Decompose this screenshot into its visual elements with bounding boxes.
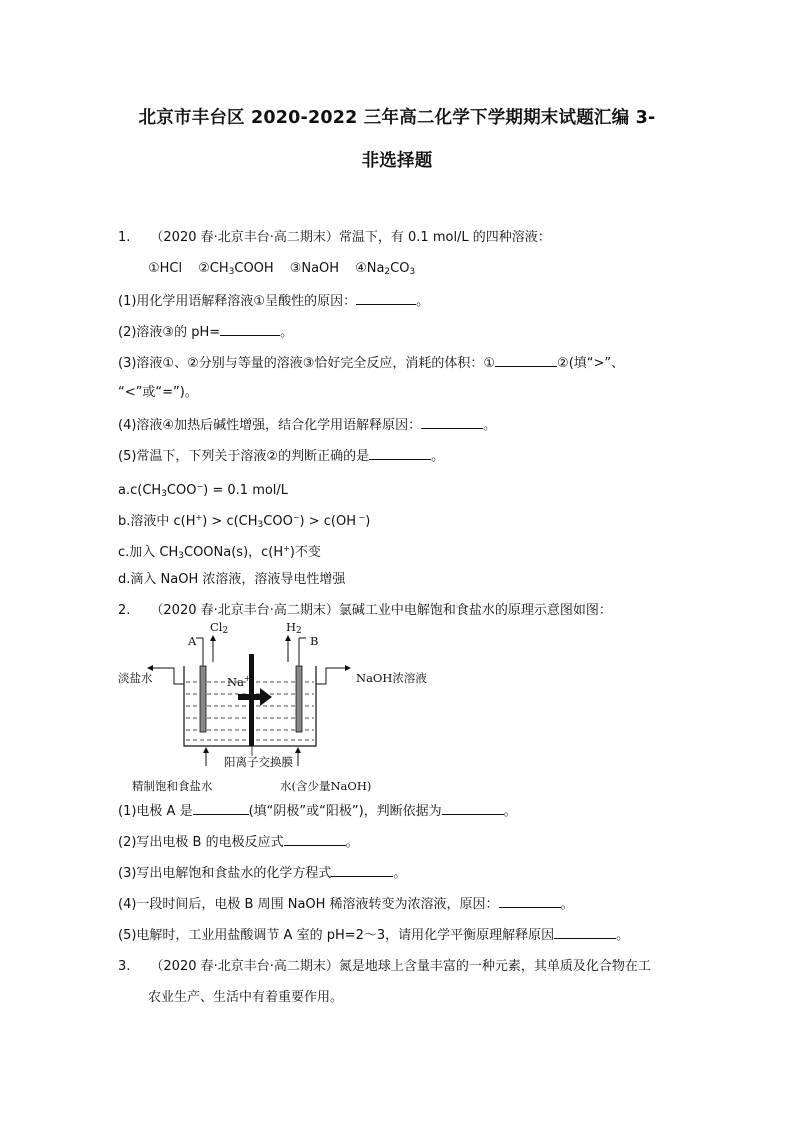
electrode-b-label: B bbox=[310, 634, 319, 648]
q1-number: 1. bbox=[118, 230, 131, 245]
q1-part-5: (5)常温下，下列关于溶液②的判断正确的是 。 bbox=[118, 446, 444, 466]
left-inlet-label: 精制饱和食盐水 bbox=[132, 779, 213, 793]
answer-blank[interactable] bbox=[331, 863, 393, 877]
q3-intro-text: （2020 春·北京丰台·高二期末）氮是地球上含量丰富的一种元素，其单质及化合物在工 bbox=[150, 959, 651, 974]
electrode-a-label: A bbox=[188, 634, 197, 648]
q2-part-2: (2)写出电极 B 的电极反应式 。 bbox=[118, 832, 359, 852]
q2-part-3: (3)写出电解饱和食盐水的化学方程式 。 bbox=[118, 863, 406, 883]
q3-intro-cont: 农业生产、生活中有着重要作用。 bbox=[148, 990, 344, 1005]
answer-blank[interactable] bbox=[193, 801, 249, 815]
answer-blank[interactable] bbox=[499, 894, 561, 908]
document-title-line-1: 北京市丰台区 2020-2022 三年高二化学下学期期末试题汇编 3- bbox=[138, 108, 656, 128]
answer-blank[interactable] bbox=[554, 925, 616, 939]
q1-option-a: $a.c(CH_3COO^-) = 0.1$ mol/L bbox=[118, 482, 289, 499]
solution-2: $②CH_3COOH$ bbox=[198, 261, 274, 277]
answer-blank[interactable] bbox=[284, 832, 346, 846]
q1-part-3: (3)溶液①、②分别与等量的溶液③恰好完全反应，消耗的体积：① ②(填“>”、 bbox=[118, 353, 624, 373]
left-outlet-label: 淡盐水 bbox=[118, 671, 153, 685]
electrode-b bbox=[296, 666, 302, 732]
answer-blank[interactable] bbox=[442, 801, 504, 815]
electrode-a bbox=[200, 666, 206, 732]
cl2-label: $Cl_2$ bbox=[210, 620, 229, 636]
electrolysis-diagram bbox=[118, 620, 427, 794]
solution-4: $④Na_2CO_3$ bbox=[355, 261, 416, 277]
q1-part-4: (4)溶液④加热后碱性增强，结合化学用语解释原因： 。 bbox=[118, 415, 496, 435]
solution-3: ③NaOH bbox=[289, 261, 340, 276]
answer-blank[interactable] bbox=[220, 322, 280, 336]
answer-blank[interactable] bbox=[421, 415, 483, 429]
q1-part-2: (2)溶液③的 pH= 。 bbox=[118, 322, 293, 342]
h2-label: $H_2$ bbox=[286, 620, 302, 636]
document-title-line-2: 非选择题 bbox=[361, 151, 433, 171]
q1-solutions bbox=[148, 260, 415, 281]
q2-part-5: (5)电解时，工业用盐酸调节 A 室的 pH=2～3，请用化学平衡原理解释原因 。 bbox=[118, 925, 629, 945]
answer-blank[interactable] bbox=[369, 446, 431, 460]
right-inlet-label: 水(含少量NaOH) bbox=[280, 779, 372, 793]
q1-option-c: c.加入 $CH_3COONa(s)$，c(H+)不变 bbox=[118, 544, 321, 561]
answer-blank[interactable] bbox=[495, 353, 557, 367]
q1-option-b: b.溶液中 $c(H^+) > c(CH_3COO^-) > c(OH$ −) bbox=[118, 513, 371, 530]
q1-option-d: d.滴入 NaOH 浓溶液，溶液导电性增强 bbox=[118, 572, 346, 587]
q2-part-1: (1)电极 A 是 (填“阴极”或“阳极”)，判断依据为 。 bbox=[118, 801, 517, 821]
na-ion-label: Na+ bbox=[227, 674, 251, 689]
solution-1: ①HCl bbox=[148, 261, 183, 276]
answer-blank[interactable] bbox=[356, 291, 416, 305]
q2-part-4: (4)一段时间后，电极 B 周围 NaOH 稀溶液转变为浓溶液，原因： 。 bbox=[118, 894, 574, 914]
membrane-label: 阳离子交换膜 bbox=[224, 755, 293, 769]
q1-intro-text: （2020 春·北京丰台·高二期末）常温下，有 0.1 mol/L 的四种溶液： bbox=[150, 230, 551, 245]
q2-number: 2. bbox=[118, 603, 131, 618]
q1-intro bbox=[118, 229, 551, 247]
na-migration-arrow bbox=[238, 688, 272, 706]
right-outlet-label: NaOH浓溶液 bbox=[356, 671, 427, 685]
q3-number: 3. bbox=[118, 959, 131, 974]
q1-part-1: (1)用化学用语解释溶液①呈酸性的原因： 。 bbox=[118, 291, 429, 311]
q2-intro bbox=[118, 602, 612, 620]
q3-intro bbox=[118, 958, 651, 976]
q2-intro-text: （2020 春·北京丰台·高二期末）氯碱工业中电解饱和食盐水的原理示意图如图： bbox=[150, 603, 612, 618]
q1-part-3-cont: “<”或“=”)。 bbox=[118, 385, 198, 400]
